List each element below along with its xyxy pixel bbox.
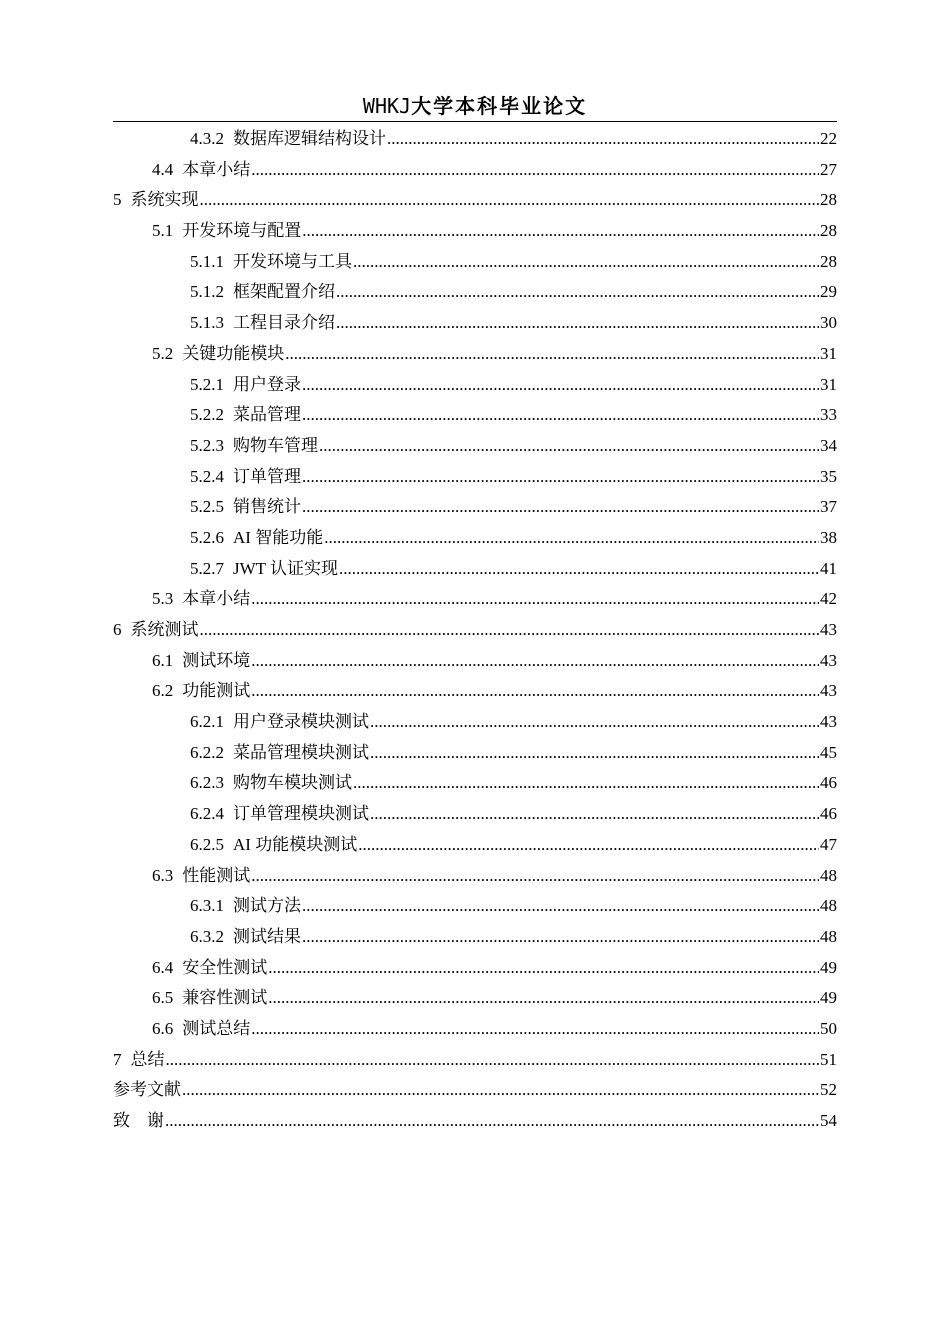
toc-entry-title: 参考文献 [113, 1080, 181, 1100]
toc-dot-leader [200, 615, 820, 646]
toc-entry-title: JWT 认证实现 [233, 558, 338, 578]
toc-entry[interactable] [113, 155, 837, 186]
toc-entry-page: 52 [820, 1080, 837, 1100]
toc-dot-leader [251, 1014, 819, 1045]
toc-entry-page: 43 [820, 681, 837, 701]
toc-entry-number: 5.2.2 [190, 405, 224, 425]
toc-entry[interactable] [113, 124, 837, 155]
toc-dot-leader [200, 185, 820, 216]
toc-entry-title: 菜品管理 [233, 405, 301, 425]
toc-entry-page: 30 [820, 313, 837, 333]
toc-entry-number: 5.2.6 [190, 527, 224, 547]
toc-entry-title: 测试总结 [182, 1018, 251, 1038]
toc-dot-leader [268, 983, 819, 1014]
toc-entry-title: 测试环境 [182, 650, 251, 670]
toc-entry-number: 6.3.1 [190, 896, 224, 916]
toc-entry-number: 5.2.7 [190, 558, 224, 578]
toc-entry-title: 数据库逻辑结构设计 [233, 129, 386, 148]
toc-dot-leader [336, 308, 819, 339]
toc-entry-page: 33 [820, 405, 837, 425]
toc-entry[interactable] [113, 615, 837, 646]
toc-entry[interactable] [113, 861, 837, 892]
toc-dot-leader [302, 922, 819, 953]
toc-entry[interactable] [113, 646, 837, 677]
toc-entry-page: 54 [820, 1111, 837, 1130]
toc-dot-leader [251, 861, 819, 892]
toc-entry-title: 致 谢 [113, 1111, 164, 1130]
toc-entry-number: 5.2.1 [190, 374, 224, 394]
toc-entry-page: 28 [820, 221, 837, 241]
toc-entry[interactable] [113, 584, 837, 615]
toc-entry[interactable] [113, 185, 837, 216]
toc-entry-number: 4.3.2 [190, 129, 224, 148]
toc-entry-title: 工程目录介绍 [233, 313, 335, 333]
toc-entry[interactable] [113, 308, 837, 339]
toc-entry[interactable] [113, 738, 837, 769]
toc-entry-title: 订单管理 [233, 466, 301, 486]
header-title: 大学本科毕业论文 [411, 94, 588, 118]
toc-dot-leader [339, 554, 819, 585]
toc-dot-leader [319, 431, 819, 462]
toc-entry-page: 29 [820, 282, 837, 302]
toc-entry-number: 6.2.4 [190, 804, 224, 824]
toc-dot-leader [302, 492, 819, 523]
toc-entry[interactable] [113, 983, 837, 1014]
toc-dot-leader [387, 124, 819, 155]
toc-entry-page: 49 [820, 988, 837, 1008]
toc-dot-leader [285, 339, 819, 370]
toc-entry-page: 28 [820, 190, 837, 210]
toc-entry[interactable] [113, 370, 837, 401]
toc-dot-leader [166, 1045, 820, 1076]
toc-entry-page: 35 [820, 466, 837, 486]
toc-entry-title: 开发环境与工具 [233, 251, 352, 271]
toc-entry-number: 6.2.5 [190, 834, 224, 854]
toc-entry[interactable] [113, 1045, 837, 1076]
toc-entry[interactable] [113, 922, 837, 953]
page-header [113, 93, 837, 122]
toc-dot-leader [302, 400, 819, 431]
toc-entry-number: 6 [113, 620, 122, 639]
toc-entry[interactable] [113, 400, 837, 431]
toc-dot-leader [182, 1075, 819, 1106]
toc-entry-title: 测试方法 [233, 896, 301, 916]
toc-entry-title: AI 智能功能 [233, 527, 324, 547]
toc-entry-number: 6.2 [152, 681, 174, 701]
toc-dot-leader [165, 1106, 819, 1137]
toc-entry-title: 性能测试 [182, 865, 251, 885]
toc-dot-leader [353, 247, 819, 278]
header-brand: WHKJ [362, 94, 412, 118]
toc-entry-title: 开发环境与配置 [182, 221, 302, 241]
toc-entry-number: 5 [113, 190, 122, 210]
toc-dot-leader [353, 768, 819, 799]
toc-entry-page: 49 [820, 957, 837, 977]
toc-entry[interactable] [113, 462, 837, 493]
toc-entry-number: 7 [113, 1049, 122, 1069]
toc-entry-title: 用户登录 [233, 374, 301, 394]
toc-entry-page: 50 [820, 1018, 837, 1038]
toc-entry-title: 框架配置介绍 [233, 282, 335, 302]
toc-entry-title: 测试结果 [233, 926, 301, 946]
toc-entry-title: 兼容性测试 [182, 988, 268, 1008]
toc-dot-leader [251, 584, 819, 615]
toc-entry[interactable] [113, 1106, 837, 1137]
toc-entry-title: 关键功能模块 [182, 343, 285, 363]
toc-entry-number: 5.2.3 [190, 435, 224, 455]
toc-entry-number: 5.1.3 [190, 313, 224, 333]
toc-entry-number: 6.2.2 [190, 742, 224, 762]
toc-dot-leader [358, 830, 819, 861]
toc-entry-page: 37 [820, 497, 837, 517]
toc-entry-page: 34 [820, 435, 837, 455]
toc-entry-title: 本章小结 [182, 589, 251, 609]
toc-dot-leader [251, 646, 819, 677]
toc-entry-page: 47 [820, 834, 837, 854]
toc-entry-title: 订单管理模块测试 [233, 804, 369, 824]
toc-dot-leader [302, 370, 819, 401]
toc-dot-leader [324, 523, 819, 554]
toc-entry-number: 6.1 [152, 650, 174, 670]
toc-entry-number: 6.3.2 [190, 926, 224, 946]
toc-entry[interactable] [113, 339, 837, 370]
toc-entry-number: 6.5 [152, 988, 174, 1008]
toc-entry-title: 功能测试 [182, 681, 251, 701]
toc-entry-page: 42 [820, 589, 837, 609]
table-of-contents [113, 124, 837, 1137]
toc-entry[interactable] [113, 707, 837, 738]
toc-entry-page: 22 [820, 129, 837, 148]
toc-dot-leader [268, 953, 819, 984]
toc-entry[interactable] [113, 799, 837, 830]
toc-entry-number: 6.3 [152, 865, 174, 885]
toc-entry[interactable] [113, 1075, 837, 1106]
toc-entry-number: 6.4 [152, 957, 174, 977]
toc-entry-page: 46 [820, 773, 837, 793]
toc-entry-title: 本章小结 [182, 159, 251, 179]
toc-entry-number: 6.2.1 [190, 712, 224, 732]
toc-entry-number: 6.6 [152, 1018, 174, 1038]
toc-dot-leader [251, 155, 819, 186]
toc-entry-title: 销售统计 [233, 497, 301, 517]
toc-entry[interactable] [113, 523, 837, 554]
toc-entry-title: 菜品管理模块测试 [233, 742, 369, 762]
toc-entry-title: 系统实现 [130, 190, 199, 210]
toc-entry-page: 31 [820, 374, 837, 394]
toc-entry-number: 5.1.1 [190, 251, 224, 271]
toc-entry[interactable] [113, 492, 837, 523]
toc-entry[interactable] [113, 554, 837, 585]
toc-entry-number: 5.1 [152, 221, 174, 241]
toc-entry-page: 27 [820, 159, 837, 179]
toc-entry-title: 安全性测试 [182, 957, 268, 977]
toc-entry[interactable] [113, 676, 837, 707]
toc-entry-page: 38 [820, 527, 837, 547]
toc-entry-number: 5.3 [152, 589, 174, 609]
toc-entry-page: 28 [820, 251, 837, 271]
toc-entry-title: 用户登录模块测试 [233, 712, 369, 732]
toc-dot-leader [370, 738, 819, 769]
toc-dot-leader [370, 799, 819, 830]
toc-entry-page: 51 [820, 1049, 837, 1069]
toc-entry-number: 4.4 [152, 159, 174, 179]
toc-entry-page: 46 [820, 804, 837, 824]
toc-entry[interactable] [113, 277, 837, 308]
toc-entry[interactable] [113, 431, 837, 462]
toc-dot-leader [302, 462, 819, 493]
toc-entry[interactable] [113, 247, 837, 278]
toc-dot-leader [336, 277, 819, 308]
toc-dot-leader [251, 676, 819, 707]
toc-entry-page: 48 [820, 896, 837, 916]
toc-entry-number: 5.2.5 [190, 497, 224, 517]
toc-entry-title: 系统测试 [130, 620, 199, 639]
toc-entry-number: 5.2 [152, 343, 174, 363]
toc-dot-leader [302, 216, 819, 247]
toc-dot-leader [370, 707, 819, 738]
toc-entry-page: 43 [820, 650, 837, 670]
toc-entry[interactable] [113, 953, 837, 984]
toc-entry-page: 48 [820, 865, 837, 885]
toc-entry[interactable] [113, 891, 837, 922]
toc-entry-title: 购物车管理 [233, 435, 318, 455]
toc-entry[interactable] [113, 216, 837, 247]
toc-entry-title: 总结 [130, 1049, 165, 1069]
toc-entry-number: 6.2.3 [190, 773, 224, 793]
toc-entry-page: 43 [820, 620, 837, 639]
toc-entry-page: 45 [820, 742, 837, 762]
toc-entry[interactable] [113, 1014, 837, 1045]
toc-entry-page: 31 [820, 343, 837, 363]
toc-entry-title: AI 功能模块测试 [233, 834, 358, 854]
toc-entry-number: 5.1.2 [190, 282, 224, 302]
toc-entry[interactable] [113, 768, 837, 799]
toc-entry-page: 48 [820, 926, 837, 946]
toc-entry-number: 5.2.4 [190, 466, 224, 486]
toc-entry-title: 购物车模块测试 [233, 773, 352, 793]
toc-entry[interactable] [113, 830, 837, 861]
toc-entry-page: 41 [820, 558, 837, 578]
toc-dot-leader [302, 891, 819, 922]
toc-entry-page: 43 [820, 712, 837, 732]
